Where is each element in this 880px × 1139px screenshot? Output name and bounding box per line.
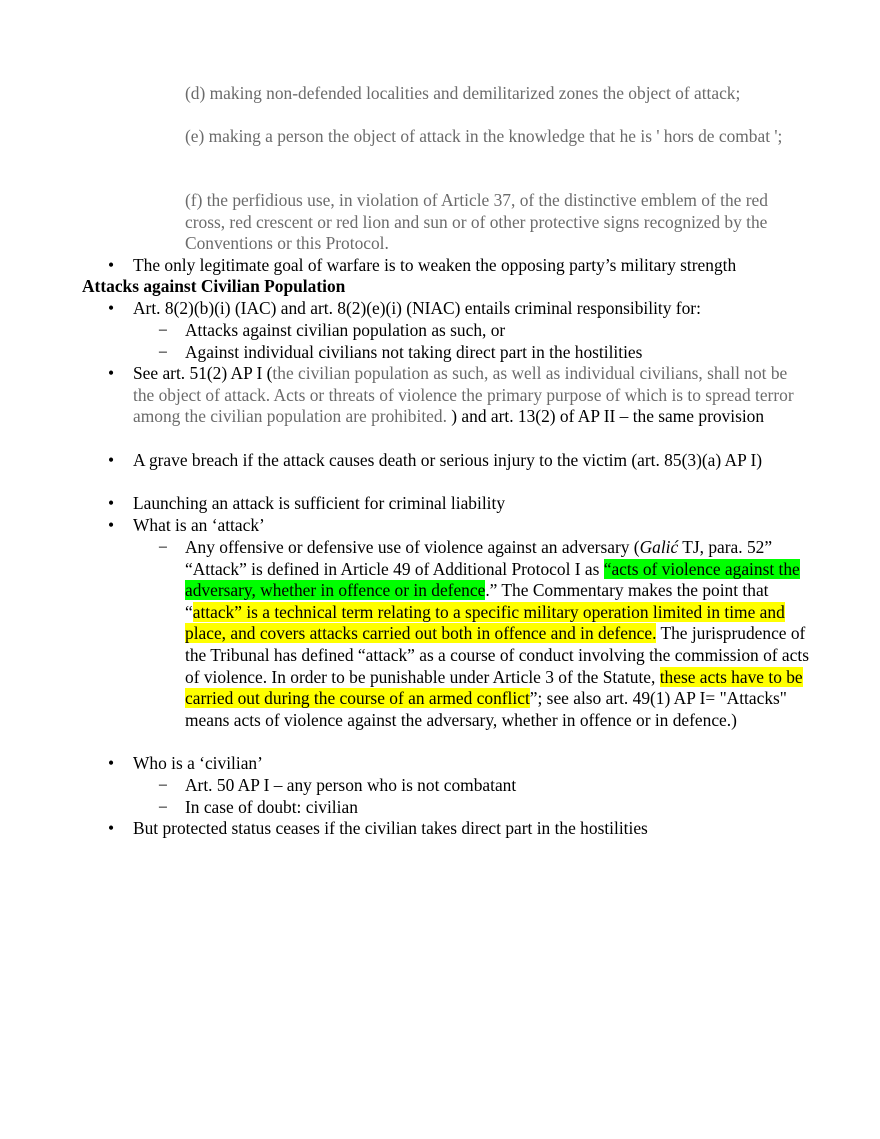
bullet-who-is-civilian: Who is a ‘civilian’ <box>133 753 263 773</box>
bullet-what-is-attack: What is an ‘attack’ <box>133 515 265 535</box>
dash-marker: − <box>158 537 168 557</box>
quote-item-d: (d) making non-defended localities and demilitarized zones the object of attack; <box>185 83 741 103</box>
yellow-highlight: these acts have to be carried out during the course of an armed conflict <box>185 666 803 709</box>
bullet-protected-status: But protected status ceases if the civilian takes direct part in the hostilities <box>133 818 648 838</box>
attack-def-text: Any offensive or defensive use of violence against an adversary ( <box>185 537 640 557</box>
attack-def-text: ”; see also art. 49(1) AP I= "Attacks" means acts of violence against the adversary, whether in offence or in defence.) <box>185 688 787 730</box>
sub-item-attack-definition <box>185 537 809 731</box>
bullet-marker: • <box>108 298 115 318</box>
sub-item-individual-civilians: Against individual civilians not taking direct part in the hostilities <box>185 342 643 362</box>
art51-suffix: ) and art. 13(2) of AP II – the same provision <box>451 406 765 427</box>
bullet-marker: • <box>108 450 115 470</box>
dash-marker: − <box>158 320 168 340</box>
bullet-marker: • <box>108 493 115 513</box>
bullet-launching-attack: Launching an attack is sufficient for criminal liability <box>133 493 506 513</box>
bullet-marker: • <box>108 753 115 773</box>
sub-item-civilian-population: Attacks against civilian population as such, or <box>185 320 506 340</box>
galic-case-name: Galić <box>639 537 679 557</box>
bullet-marker: • <box>108 255 115 275</box>
art51-quote: the civilian population as such, as well as individual civilians, shall not be the object of attack. Acts or threats of violence the primary purpose of which is to spread terror among the civilian population are prohibited. <box>133 363 794 427</box>
attack-def-text: The jurisprudence of the Tribunal has defined “attack” as a course of conduct involving the commission of acts of violence. In order to be punishable under Article 3 of the Statute, <box>185 623 809 687</box>
bullet-grave-breach: A grave breach if the attack causes death or serious injury to the victim (art. 85(3)(a) AP I) <box>133 450 763 470</box>
attack-def-text: .” The Commentary makes the point that “ <box>185 580 769 622</box>
attack-def-text: TJ, para. 52” “Attack” is defined in Article 49 of Additional Protocol I as <box>185 537 773 579</box>
art51-prefix: See art. 51(2) AP I ( <box>133 363 273 383</box>
sub-item-art50: Art. 50 AP I – any person who is not combatant <box>185 775 517 795</box>
bullet-legitimate-goal: The only legitimate goal of warfare is to weaken the opposing party’s military strength <box>133 255 737 275</box>
section-heading: Attacks against Civilian Population <box>82 276 346 296</box>
dash-marker: − <box>158 342 168 362</box>
dash-marker: − <box>158 775 168 795</box>
bullet-marker: • <box>108 515 115 535</box>
bullet-art8: Art. 8(2)(b)(i) (IAC) and art. 8(2)(e)(i) (NIAC) entails criminal responsibility for: <box>133 298 701 318</box>
bullet-marker: • <box>108 363 115 383</box>
bullet-marker: • <box>108 818 115 838</box>
quote-item-f: (f) the perfidious use, in violation of Article 37, of the distinctive emblem of the red cross, red crescent or red lion and sun or of other protective signs recognized by the Conventions or this Protocol. <box>185 190 768 254</box>
green-highlight: “acts of violence against the adversary, whether in offence or in defence <box>185 558 800 601</box>
bullet-art51 <box>133 363 809 428</box>
dash-marker: − <box>158 797 168 817</box>
sub-item-case-of-doubt: In case of doubt: civilian <box>185 797 358 817</box>
quote-item-e: (e) making a person the object of attack in the knowledge that he is ' hors de combat '; <box>185 126 783 146</box>
yellow-highlight: attack” is a technical term relating to a specific military operation limited in time and place, and covers attacks carried out both in offence and in defence. <box>185 601 785 644</box>
